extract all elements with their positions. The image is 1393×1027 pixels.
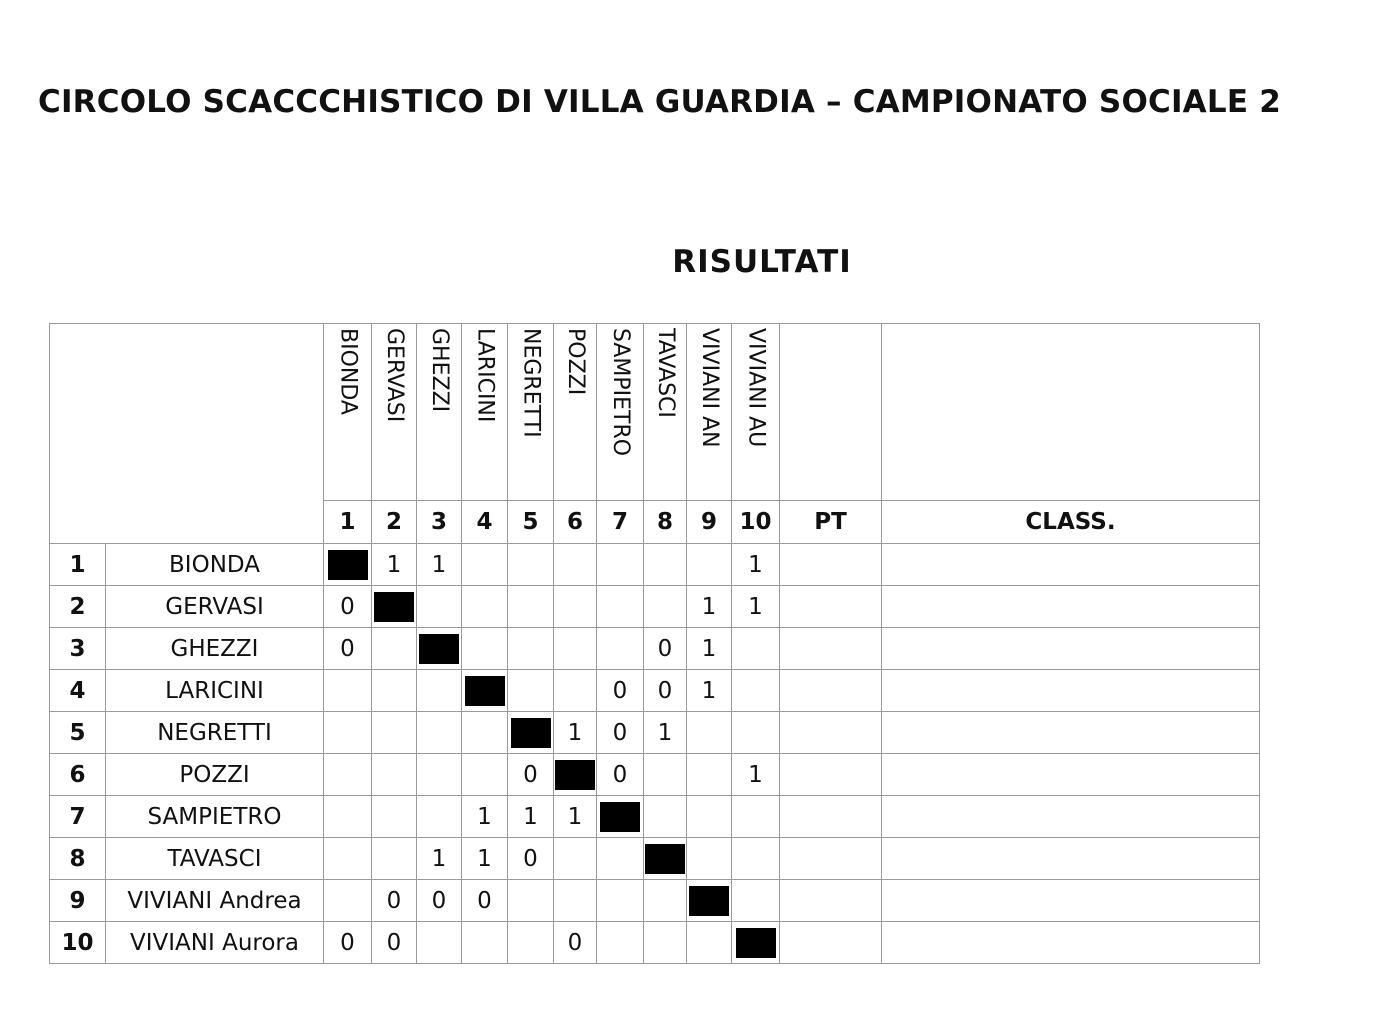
classification-cell xyxy=(882,796,1260,838)
class-header: CLASS. xyxy=(882,501,1260,544)
result-cell xyxy=(554,880,597,922)
player-name: LARICINI xyxy=(106,670,324,712)
table-row xyxy=(50,838,1260,880)
pt-header: PT xyxy=(780,501,882,544)
column-name-cell xyxy=(554,324,597,501)
result-cell xyxy=(324,712,372,754)
result-cell xyxy=(324,670,372,712)
result-cell: 1 xyxy=(554,796,597,838)
result-cell xyxy=(687,922,732,964)
result-cell: 0 xyxy=(597,712,644,754)
column-name-cell xyxy=(417,324,462,501)
result-cell xyxy=(554,544,597,586)
player-rank: 3 xyxy=(50,628,106,670)
result-cell: 1 xyxy=(417,838,462,880)
column-name-cell xyxy=(597,324,644,501)
result-cell xyxy=(644,796,687,838)
column-number: 3 xyxy=(417,501,462,544)
result-cell xyxy=(597,838,644,880)
points-cell xyxy=(780,922,882,964)
result-cell xyxy=(644,754,687,796)
result-cell: 1 xyxy=(687,670,732,712)
result-cell xyxy=(372,796,417,838)
result-cell xyxy=(462,628,508,670)
classification-cell xyxy=(882,628,1260,670)
result-cell xyxy=(462,754,508,796)
result-cell xyxy=(462,544,508,586)
column-name: POZZI xyxy=(563,328,588,396)
result-cell: 0 xyxy=(417,880,462,922)
player-name: BIONDA xyxy=(106,544,324,586)
table-row xyxy=(50,880,1260,922)
diagonal-cell xyxy=(372,586,417,628)
points-cell xyxy=(780,754,882,796)
table-row xyxy=(50,628,1260,670)
result-cell xyxy=(687,796,732,838)
result-cell: 0 xyxy=(554,922,597,964)
diagonal-block xyxy=(328,550,368,580)
table-row xyxy=(50,586,1260,628)
column-name: VIVIANI AU xyxy=(743,328,769,448)
table-row xyxy=(50,670,1260,712)
result-cell xyxy=(324,754,372,796)
diagonal-block xyxy=(419,634,459,664)
result-cell: 1 xyxy=(644,712,687,754)
points-cell xyxy=(780,712,882,754)
result-cell xyxy=(372,712,417,754)
diagonal-cell xyxy=(417,628,462,670)
corner-cell xyxy=(50,324,324,544)
column-name: NEGRETTI xyxy=(518,328,544,438)
table-row xyxy=(50,544,1260,586)
result-cell xyxy=(597,586,644,628)
diagonal-cell xyxy=(508,712,554,754)
column-name: BIONDA xyxy=(335,328,361,415)
result-cell xyxy=(324,838,372,880)
classification-cell xyxy=(882,880,1260,922)
column-name-cell xyxy=(644,324,687,501)
result-cell: 0 xyxy=(324,628,372,670)
result-cell: 1 xyxy=(687,628,732,670)
table-row xyxy=(50,754,1260,796)
result-cell xyxy=(462,712,508,754)
result-cell xyxy=(324,796,372,838)
result-cell xyxy=(554,586,597,628)
result-cell xyxy=(508,628,554,670)
points-cell xyxy=(780,586,882,628)
result-cell xyxy=(372,754,417,796)
diagonal-cell xyxy=(554,754,597,796)
result-cell xyxy=(508,544,554,586)
result-cell xyxy=(732,670,780,712)
result-cell: 1 xyxy=(687,586,732,628)
result-cell xyxy=(462,922,508,964)
column-name: GERVASI xyxy=(382,328,407,423)
classification-cell xyxy=(882,922,1260,964)
result-cell xyxy=(372,628,417,670)
diagonal-cell xyxy=(324,544,372,586)
player-rank: 8 xyxy=(50,838,106,880)
result-cell: 1 xyxy=(554,712,597,754)
table-row xyxy=(50,712,1260,754)
result-cell: 0 xyxy=(372,880,417,922)
player-name: VIVIANI Andrea xyxy=(106,880,324,922)
player-rank: 9 xyxy=(50,880,106,922)
classification-cell xyxy=(882,838,1260,880)
result-cell xyxy=(372,670,417,712)
player-rank: 10 xyxy=(50,922,106,964)
result-cell xyxy=(417,796,462,838)
result-cell: 1 xyxy=(732,586,780,628)
result-cell xyxy=(644,544,687,586)
result-cell xyxy=(644,586,687,628)
result-cell: 0 xyxy=(324,922,372,964)
column-number: 4 xyxy=(462,501,508,544)
diagonal-block xyxy=(736,928,776,958)
result-cell: 1 xyxy=(732,754,780,796)
player-name: POZZI xyxy=(106,754,324,796)
result-cell xyxy=(508,586,554,628)
result-cell xyxy=(597,922,644,964)
result-cell xyxy=(644,880,687,922)
result-cell xyxy=(597,628,644,670)
result-cell xyxy=(687,544,732,586)
column-number: 10 xyxy=(732,501,780,544)
class-header-blank xyxy=(882,324,1260,501)
result-cell xyxy=(508,670,554,712)
result-cell xyxy=(644,922,687,964)
result-cell xyxy=(417,712,462,754)
player-name: NEGRETTI xyxy=(106,712,324,754)
column-number: 7 xyxy=(597,501,644,544)
result-cell xyxy=(732,628,780,670)
result-cell xyxy=(597,880,644,922)
result-cell xyxy=(732,796,780,838)
points-cell xyxy=(780,796,882,838)
result-cell xyxy=(462,586,508,628)
result-cell xyxy=(597,544,644,586)
document-title: CIRCOLO SCACCCHISTICO DI VILLA GUARDIA – CAMPIONATO SOCIALE 2 xyxy=(38,84,1281,120)
column-name-cell xyxy=(462,324,508,501)
results-crosstable xyxy=(49,323,1260,964)
classification-cell xyxy=(882,586,1260,628)
diagonal-cell xyxy=(687,880,732,922)
column-name-cell xyxy=(372,324,417,501)
points-cell xyxy=(780,544,882,586)
table-row xyxy=(50,796,1260,838)
result-cell: 1 xyxy=(372,544,417,586)
result-cell: 1 xyxy=(417,544,462,586)
column-name: VIVIANI AN xyxy=(697,328,722,448)
points-cell xyxy=(780,880,882,922)
column-name: SAMPIETRO xyxy=(608,328,633,457)
result-cell: 1 xyxy=(462,796,508,838)
points-cell xyxy=(780,628,882,670)
result-cell: 1 xyxy=(462,838,508,880)
result-cell xyxy=(732,880,780,922)
column-names-row xyxy=(50,324,1260,501)
diagonal-cell xyxy=(732,922,780,964)
classification-cell xyxy=(882,754,1260,796)
result-cell xyxy=(417,922,462,964)
result-cell: 0 xyxy=(644,670,687,712)
result-cell xyxy=(687,754,732,796)
points-cell xyxy=(780,670,882,712)
column-name-cell xyxy=(732,324,780,501)
result-cell: 0 xyxy=(372,922,417,964)
result-cell xyxy=(508,922,554,964)
result-cell xyxy=(687,838,732,880)
player-name: TAVASCI xyxy=(106,838,324,880)
diagonal-block xyxy=(555,760,595,790)
column-name: GHEZZI xyxy=(427,328,452,413)
result-cell: 1 xyxy=(508,796,554,838)
table-row xyxy=(50,922,1260,964)
result-cell xyxy=(732,838,780,880)
classification-cell xyxy=(882,712,1260,754)
diagonal-block xyxy=(511,718,551,748)
column-number: 6 xyxy=(554,501,597,544)
column-number: 8 xyxy=(644,501,687,544)
result-cell: 0 xyxy=(597,754,644,796)
diagonal-block xyxy=(465,676,505,706)
points-cell xyxy=(780,838,882,880)
result-cell xyxy=(554,838,597,880)
player-rank: 6 xyxy=(50,754,106,796)
result-cell: 0 xyxy=(508,838,554,880)
result-cell xyxy=(508,880,554,922)
result-cell: 0 xyxy=(324,586,372,628)
result-cell: 0 xyxy=(508,754,554,796)
result-cell xyxy=(554,670,597,712)
player-rank: 2 xyxy=(50,586,106,628)
result-cell xyxy=(554,628,597,670)
column-number: 2 xyxy=(372,501,417,544)
player-rank: 5 xyxy=(50,712,106,754)
classification-cell xyxy=(882,670,1260,712)
result-cell xyxy=(324,880,372,922)
result-cell xyxy=(417,670,462,712)
column-name-cell xyxy=(508,324,554,501)
result-cell: 0 xyxy=(462,880,508,922)
diagonal-block xyxy=(600,802,640,832)
player-name: GHEZZI xyxy=(106,628,324,670)
player-name: VIVIANI Aurora xyxy=(106,922,324,964)
player-rank: 7 xyxy=(50,796,106,838)
result-cell: 0 xyxy=(644,628,687,670)
result-cell xyxy=(417,586,462,628)
column-number: 5 xyxy=(508,501,554,544)
diagonal-cell xyxy=(597,796,644,838)
diagonal-cell xyxy=(462,670,508,712)
diagonal-block xyxy=(689,886,729,916)
column-name-cell xyxy=(324,324,372,501)
section-title: RISULTATI xyxy=(672,244,852,280)
result-cell: 1 xyxy=(732,544,780,586)
result-cell: 0 xyxy=(597,670,644,712)
diagonal-cell xyxy=(644,838,687,880)
result-cell xyxy=(372,838,417,880)
player-name: SAMPIETRO xyxy=(106,796,324,838)
result-cell xyxy=(687,712,732,754)
player-rank: 4 xyxy=(50,670,106,712)
player-rank: 1 xyxy=(50,544,106,586)
column-name-cell xyxy=(687,324,732,501)
column-name: LARICINI xyxy=(472,328,498,423)
column-number: 9 xyxy=(687,501,732,544)
diagonal-block xyxy=(374,592,414,622)
classification-cell xyxy=(882,544,1260,586)
result-cell xyxy=(417,754,462,796)
player-name: GERVASI xyxy=(106,586,324,628)
diagonal-block xyxy=(645,844,685,874)
pt-header-blank xyxy=(780,324,882,501)
column-name: TAVASCI xyxy=(653,328,678,418)
column-number: 1 xyxy=(324,501,372,544)
result-cell xyxy=(732,712,780,754)
